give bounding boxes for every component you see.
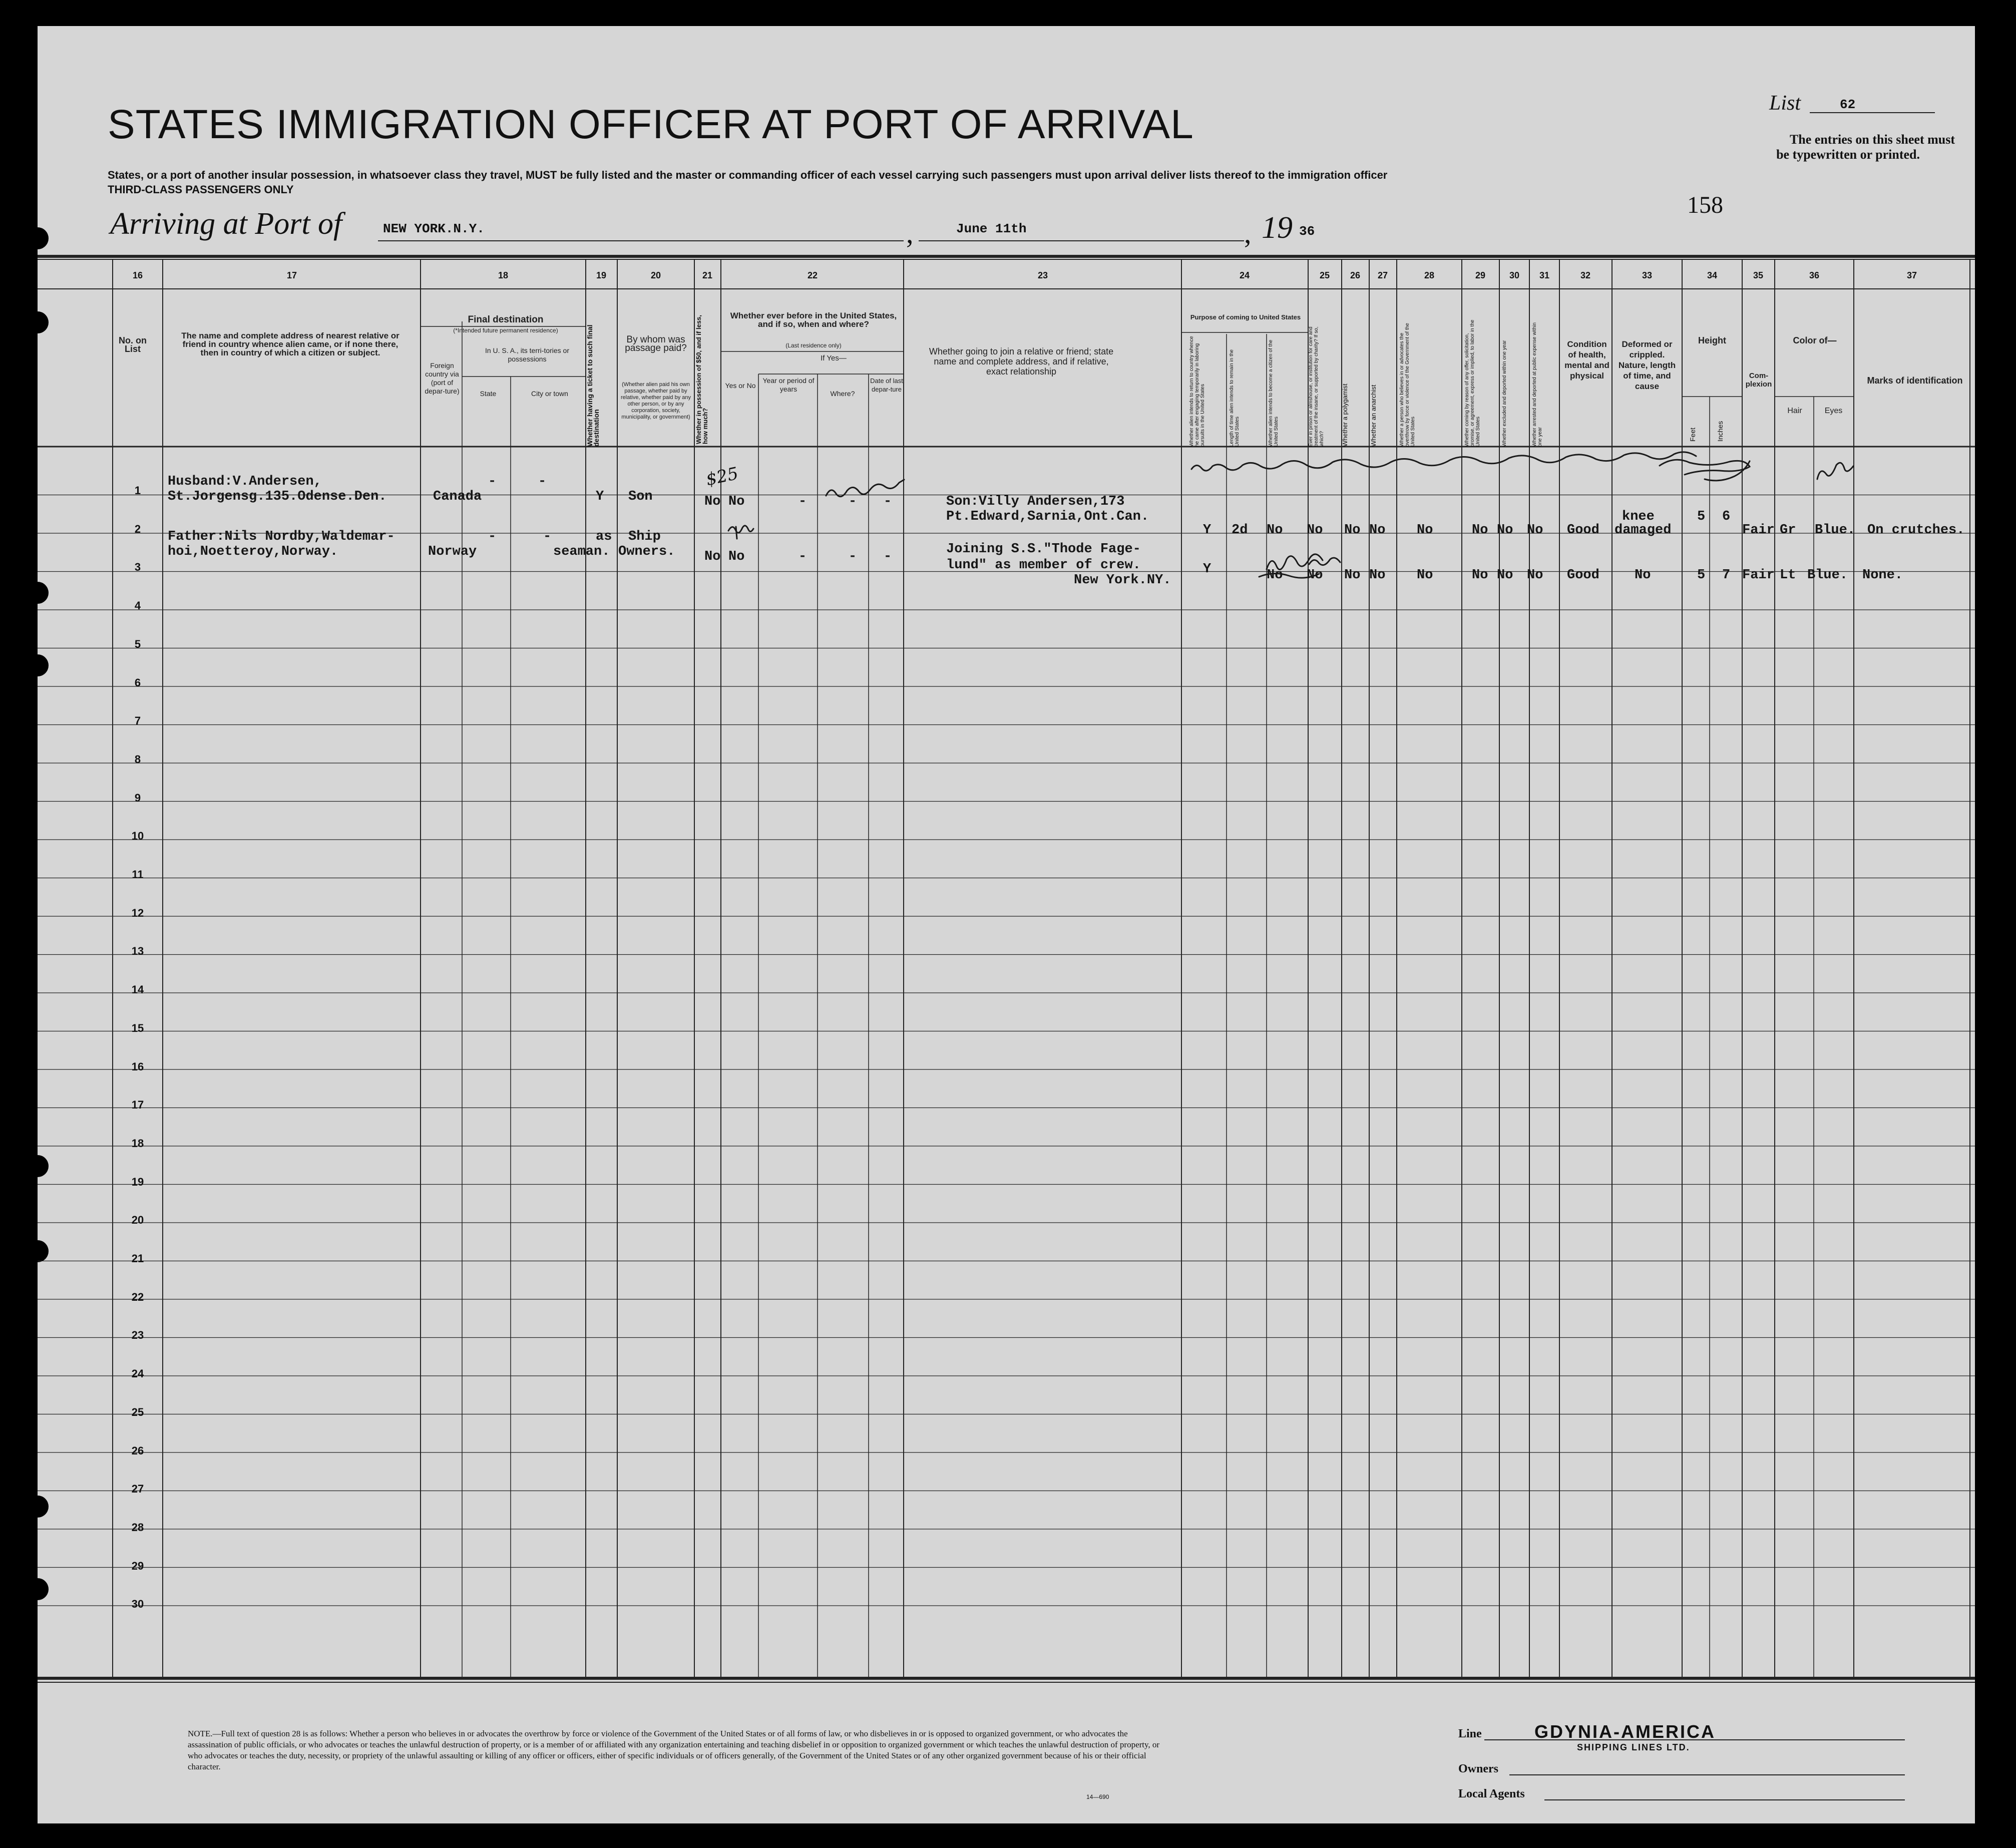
p1-foreign-country: Canada bbox=[433, 489, 482, 504]
p1-joining-line2: Pt.Edward,Sarnia,Ont.Can. bbox=[946, 509, 1149, 524]
p1-relative-line1: Husband:V.Andersen, bbox=[168, 474, 322, 489]
p2-joining-line2: lund" as member of crew. bbox=[946, 558, 1141, 573]
p1-prison: No bbox=[1307, 523, 1323, 538]
column-number-24: 24 bbox=[1239, 270, 1250, 280]
row-number-11: 11 bbox=[132, 868, 144, 881]
p1-money-handwritten: $25 bbox=[704, 463, 740, 490]
arrival-date: June 11th bbox=[956, 221, 1027, 236]
shipping-line-name: GDYNIA-AMERICA bbox=[1534, 1721, 1716, 1742]
p2-year: - bbox=[798, 549, 807, 564]
col35-header: Com-plexion bbox=[1745, 372, 1772, 389]
col31-header: Whether arrested and deported at public expense within one year bbox=[1532, 322, 1543, 447]
col18-state: State bbox=[480, 390, 497, 398]
col22-title: Whether ever before in the United States, and if so, when and where? bbox=[730, 311, 897, 329]
row-number-4: 4 bbox=[134, 599, 141, 612]
col17-header: The name and complete address of nearest relative or friend in country whence alien came, or if none there, then in country of which a citizen or subject. bbox=[181, 331, 399, 357]
handwritten-annotations bbox=[38, 26, 1975, 1823]
p1-deformed-line1: knee bbox=[1622, 509, 1655, 524]
p2-polygamist: No bbox=[1344, 568, 1361, 583]
line-label: Line bbox=[1458, 1727, 1482, 1740]
p2-paid-by-line2: Owners. bbox=[618, 544, 675, 559]
column-number-23: 23 bbox=[1037, 270, 1048, 280]
owners-underline bbox=[1509, 1774, 1905, 1775]
col22-where: Where? bbox=[830, 390, 855, 398]
col18-city: City or town bbox=[531, 390, 568, 398]
comma-2: , bbox=[1244, 217, 1252, 249]
year-prefix: 19 bbox=[1262, 211, 1293, 245]
row-number-18: 18 bbox=[131, 1137, 144, 1150]
row-number-3: 3 bbox=[134, 561, 141, 574]
column-number-20: 20 bbox=[650, 270, 661, 280]
p1-height-feet: 5 bbox=[1697, 509, 1706, 524]
col32-header: Condition of health, mental and physical bbox=[1564, 339, 1609, 381]
p1-health: Good bbox=[1567, 523, 1599, 538]
row-number-29: 29 bbox=[131, 1559, 144, 1572]
p1-relative-line2: St.Jorgensg.135.Odense.Den. bbox=[168, 489, 387, 504]
p2-joining-line3: New York.NY. bbox=[1074, 573, 1171, 588]
p1-year: - bbox=[798, 494, 807, 509]
column-number-30: 30 bbox=[1509, 270, 1520, 280]
port-of-arrival: NEW YORK.N.Y. bbox=[383, 221, 485, 236]
row-number-23: 23 bbox=[131, 1329, 144, 1342]
p1-money-answer: No bbox=[704, 494, 721, 509]
col18-foreign: Foreign country via (port of depar-ture) bbox=[425, 361, 460, 395]
footer-note: NOTE.—Full text of question 28 is as follows: Whether a person who believes in or advocates the overthrow by force or violence of the Government of the United States or of all forms of law, or who disbelieves in or is opposed to organized government, or who advocates the assassination of public officials, or who advocates or teaches the unlawful destruction of property, or is a member of or affiliated with any organization entertaining and teaching disbelief in or opposition to organized government or which teaches the unlawful destruction of property, or who advocates or teaches the duty, necessity, or propriety of the unlawful assaulting or killing of any officer or officers, either of specific individuals or of officers generally, of the Government of the United States or of any other organized government because of his or their official character. bbox=[188, 1729, 1160, 1771]
col22-date: Date of last depar-ture bbox=[870, 377, 903, 393]
row-number-17: 17 bbox=[131, 1098, 144, 1112]
p2-ticket-line2: seaman. bbox=[553, 544, 610, 559]
entries-note-1: The entries on this sheet must bbox=[1789, 132, 1955, 147]
column-number-22: 22 bbox=[807, 270, 818, 280]
p2-height-inches: 7 bbox=[1722, 568, 1731, 583]
p2-ever-before: No bbox=[728, 549, 745, 564]
local-agents-label: Local Agents bbox=[1458, 1787, 1525, 1800]
p2-overthrow: No bbox=[1417, 568, 1433, 583]
column-number-32: 32 bbox=[1580, 270, 1591, 280]
p2-state: - bbox=[488, 529, 497, 544]
p2-prison: No bbox=[1307, 568, 1323, 583]
col34-feet: Feet bbox=[1689, 427, 1697, 442]
p2-deported: No bbox=[1527, 568, 1543, 583]
p2-health: Good bbox=[1567, 568, 1599, 583]
col18-usa: In U. S. A., its terri-tories or possessions bbox=[485, 346, 570, 363]
form-number: 14—690 bbox=[1086, 1793, 1109, 1800]
col19-header: Whether having a ticket to such final destination bbox=[586, 324, 600, 447]
row-number-1: 1 bbox=[134, 484, 141, 497]
col30-header: Whether excluded and deported within one year bbox=[1502, 340, 1507, 447]
p2-deformed: No bbox=[1635, 568, 1651, 583]
col34-inches: Inches bbox=[1716, 421, 1724, 442]
row-number-8: 8 bbox=[134, 753, 141, 766]
column-number-29: 29 bbox=[1475, 270, 1486, 280]
column-number-26: 26 bbox=[1350, 270, 1361, 280]
p2-complexion: Fair bbox=[1742, 568, 1775, 583]
col34-title: Height bbox=[1698, 335, 1726, 345]
p2-relative-line2: hoi,Noetteroy,Norway. bbox=[168, 544, 338, 559]
col18-sub: (*Intended future permanent residence) bbox=[453, 327, 558, 334]
p1-complexion: Fair bbox=[1742, 523, 1775, 538]
row-number-2: 2 bbox=[134, 522, 141, 535]
p1-ticket: Y bbox=[596, 489, 604, 504]
entries-note-2: be typewritten or printed. bbox=[1776, 147, 1920, 162]
row-number-16: 16 bbox=[131, 1060, 144, 1073]
col37-header: Marks of identification bbox=[1867, 376, 1963, 386]
comma: , bbox=[906, 217, 914, 249]
row-number-7: 7 bbox=[134, 714, 141, 727]
p1-joining-line1: Son:Villy Andersen,173 bbox=[946, 494, 1125, 509]
row-number-20: 20 bbox=[131, 1214, 144, 1227]
row-number-21: 21 bbox=[131, 1252, 144, 1265]
col24-title: Purpose of coming to United States bbox=[1190, 313, 1301, 321]
col27-header: Whether an anarchist bbox=[1370, 385, 1377, 447]
column-number-28: 28 bbox=[1424, 270, 1435, 280]
col36-hair: Hair bbox=[1787, 407, 1802, 415]
col23-header: Whether going to join a relative or friend; state name and complete address, and if relative, exact relationship bbox=[929, 346, 1114, 377]
col22-yesno: Yes or No bbox=[725, 382, 756, 390]
p2-relative-line1: Father:Nils Nordby,Waldemar- bbox=[168, 529, 395, 544]
col36-title: Color of— bbox=[1793, 335, 1837, 345]
p2-excluded: No bbox=[1497, 568, 1513, 583]
list-label: List bbox=[1769, 92, 1801, 115]
column-number-17: 17 bbox=[286, 270, 297, 280]
p1-city: - bbox=[538, 474, 547, 489]
row-number-28: 28 bbox=[131, 1521, 144, 1534]
column-number-33: 33 bbox=[1642, 270, 1653, 280]
col28-header: Whether a person who believes in or advocates the overthrow by force or violence of the Government of the United States bbox=[1399, 323, 1416, 447]
column-number-31: 31 bbox=[1539, 270, 1550, 280]
p2-anarchist: No bbox=[1369, 568, 1386, 583]
column-number-35: 35 bbox=[1753, 270, 1764, 280]
p2-where: - bbox=[849, 549, 857, 564]
p1-polygamist: No bbox=[1344, 523, 1361, 538]
row-number-9: 9 bbox=[134, 791, 141, 804]
instruction-line: States, or a port of another insular possession, in whatsoever class they travel, MUST be fully listed and the master or commanding officer of each vessel carrying such passengers must upon arrival deliver lists thereof to the immigration officer bbox=[108, 169, 1388, 181]
column-number-21: 21 bbox=[702, 270, 713, 280]
row-number-25: 25 bbox=[131, 1405, 144, 1418]
col16-header: No. on List bbox=[119, 335, 147, 354]
p2-hair: Lt bbox=[1780, 568, 1796, 583]
owners-label: Owners bbox=[1458, 1762, 1498, 1775]
column-number-18: 18 bbox=[498, 270, 509, 280]
p2-paid-by-line1: Ship bbox=[628, 529, 661, 544]
p2-money-answer: No bbox=[704, 549, 721, 564]
row-number-10: 10 bbox=[131, 830, 144, 843]
row-number-24: 24 bbox=[131, 1367, 144, 1380]
p1-overthrow: No bbox=[1417, 523, 1433, 538]
p1-labor: No bbox=[1472, 523, 1488, 538]
row-number-27: 27 bbox=[131, 1483, 144, 1496]
p2-marks: None. bbox=[1862, 568, 1903, 583]
column-number-27: 27 bbox=[1377, 270, 1388, 280]
col22-sub: (Last residence only) bbox=[785, 342, 842, 349]
col18-title: Final destination bbox=[468, 314, 544, 325]
col33-header: Deformed or crippled. Nature, length of time, and cause bbox=[1618, 339, 1676, 391]
row-number-19: 19 bbox=[131, 1175, 144, 1188]
column-number-34: 34 bbox=[1707, 270, 1718, 280]
p1-ever-before: No bbox=[728, 494, 745, 509]
column-number-37: 37 bbox=[1906, 270, 1917, 280]
p1-eyes: Blue. bbox=[1815, 523, 1856, 538]
p1-excluded: No bbox=[1497, 523, 1513, 538]
col20-sub: (Whether alien paid his own passage, whether paid by relative, whether paid by any other person, or by any corporation, society, municipality, or government) bbox=[620, 382, 691, 420]
class-line: THIRD-CLASS PASSENGERS ONLY bbox=[108, 183, 294, 196]
col24c-header: Whether alien intends to become a citizen of the United States bbox=[1268, 339, 1279, 447]
col24a-header: Whether alien intends to return to country whence he came after engaging temporarily in laboring pursuits in the United States bbox=[1189, 336, 1205, 447]
shipping-line-sub: SHIPPING LINES LTD. bbox=[1577, 1742, 1690, 1752]
p1-height-inches: 6 bbox=[1722, 509, 1731, 524]
page-number: 158 bbox=[1687, 192, 1723, 218]
column-number-19: 19 bbox=[596, 270, 607, 280]
p1-paid-by: Son bbox=[628, 489, 653, 504]
row-number-22: 22 bbox=[131, 1290, 144, 1303]
col36-eyes: Eyes bbox=[1824, 407, 1843, 415]
row-number-13: 13 bbox=[131, 945, 144, 958]
p1-state: - bbox=[488, 474, 497, 489]
row-number-5: 5 bbox=[134, 637, 141, 650]
manifest-sheet bbox=[38, 26, 1975, 1823]
list-number: 62 bbox=[1840, 97, 1856, 112]
p1-deported: No bbox=[1527, 523, 1543, 538]
p1-citizen: No bbox=[1267, 523, 1283, 538]
p2-citizen: No bbox=[1267, 568, 1283, 583]
col25-header: Ever in prison or almshouse, or institution for care and treatment of the insane, or supported by charity? If so, which? bbox=[1308, 326, 1325, 447]
p1-length-of-stay: 2d bbox=[1232, 523, 1248, 538]
p1-deformed-line2: damaged bbox=[1615, 523, 1672, 538]
row-number-12: 12 bbox=[131, 906, 144, 919]
p2-joining-line1: Joining S.S."Thode Fage- bbox=[946, 542, 1141, 557]
p2-foreign-country: Norway bbox=[428, 544, 477, 559]
col22-ifyes: If Yes— bbox=[821, 354, 847, 362]
column-number-25: 25 bbox=[1319, 270, 1330, 280]
row-number-30: 30 bbox=[131, 1598, 144, 1611]
p1-hair: Gr bbox=[1780, 523, 1796, 538]
row-number-26: 26 bbox=[131, 1444, 144, 1457]
p2-city: - bbox=[543, 529, 552, 544]
col24b-header: Length of time alien intends to remain in the United States bbox=[1229, 349, 1240, 447]
col20-title: By whom was passage paid? bbox=[625, 334, 687, 353]
page-title: STATES IMMIGRATION OFFICER AT PORT OF ARRIVAL bbox=[108, 102, 1194, 147]
p1-marks: On crutches. bbox=[1867, 523, 1965, 538]
p1-anarchist: No bbox=[1369, 523, 1386, 538]
agents-underline bbox=[1544, 1799, 1905, 1800]
column-number-16: 16 bbox=[132, 270, 143, 280]
col26-header: Whether a polygamist bbox=[1341, 384, 1349, 447]
p2-return: Y bbox=[1203, 562, 1212, 577]
p1-departure: - bbox=[884, 494, 892, 509]
row-number-6: 6 bbox=[134, 676, 141, 689]
col29-header: Whether coming by reason of any offer, solicitation, promise, or agreement, express or implied, to labor in the United States bbox=[1464, 319, 1481, 447]
p2-departure: - bbox=[884, 549, 892, 564]
p2-eyes: Blue. bbox=[1807, 568, 1848, 583]
year-suffix: 36 bbox=[1299, 224, 1315, 239]
row-number-14: 14 bbox=[131, 983, 144, 996]
p1-where: - bbox=[849, 494, 857, 509]
p1-return: Y bbox=[1203, 523, 1212, 538]
p2-ticket-line1: as bbox=[596, 529, 612, 544]
col21-header: Whether in possession of $50, and if less, how much? bbox=[695, 315, 709, 444]
p2-labor: No bbox=[1472, 568, 1488, 583]
arriving-label: Arriving at Port of bbox=[110, 207, 342, 241]
column-number-36: 36 bbox=[1809, 270, 1820, 280]
col22-year: Year or period of years bbox=[762, 377, 815, 393]
row-number-15: 15 bbox=[131, 1021, 144, 1034]
p2-height-feet: 5 bbox=[1697, 568, 1706, 583]
